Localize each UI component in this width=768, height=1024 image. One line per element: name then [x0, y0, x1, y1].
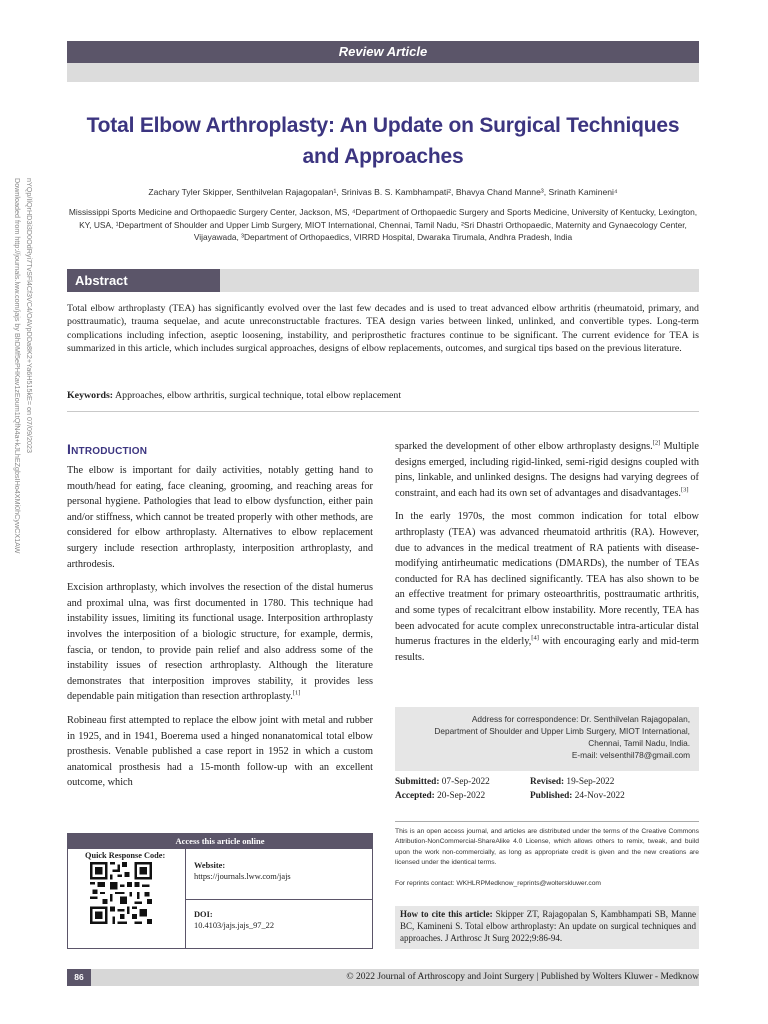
how-to-cite-label: How to cite this article:	[400, 909, 493, 919]
website-label: Website:	[194, 861, 226, 870]
correspondence-line-1: Address for correspondence: Dr. Senthilvelan Rajagopalan,	[471, 714, 690, 724]
access-box-row-divider	[185, 899, 372, 900]
submitted-label: Submitted:	[395, 777, 440, 787]
correspondence-address	[390, 713, 690, 761]
download-watermark	[8, 178, 52, 608]
banner-underbar	[67, 63, 699, 82]
intro-paragraph-4-text-b: Multiple designs emerged, including rigid-linked, semi-rigid designs coupled with pins, linkable, and unlinked designs. The designs had varying degrees of constraint, and each had its own set of advantages and disadvantages.	[395, 441, 699, 499]
page-number: 86	[67, 969, 91, 986]
correspondence-line-3: Chennai, Tamil Nadu, India.	[588, 738, 690, 748]
published-label: Published:	[530, 790, 573, 801]
revised-value: 19-Sep-2022	[566, 777, 615, 787]
article-title: Total Elbow Arthroplasty: An Update on Surgical Techniques and Approaches	[86, 114, 680, 168]
abstract-heading: Abstract	[67, 269, 220, 292]
accepted-value: 20-Sep-2022	[437, 790, 486, 801]
intro-paragraph-5-text-a: In the early 1970s, the most common indication for total elbow arthroplasty (TEA) was advanced rheumatoid arthritis (RA). However, due to advances in the medical treatment of RA patients with disease-modifying antirheumatic medications (DMARDs), the number of TEAs conducted for RA has declined significantly. TEA has also shown to be an effective treatment for primary osteoarthritis, posttraumatic arthritis, and some types of recalcitrant elbow instability. More recently, TEA has been advocated for acute complex unreconstructable intra-articular distal humerus fractures in the elderly,	[395, 511, 699, 648]
right-column	[395, 439, 699, 673]
citation-ref: [3]	[680, 486, 689, 494]
intro-paragraph-4	[395, 439, 699, 501]
intro-paragraph-1: The elbow is important for daily activities, notably getting hand to mouth/head for eating, face cleaning, grooming, and reaching areas for personal hygiene. Pathologies that lead to elbow dysfunction, either pain and/or stiffness, which cannot be treated properly with other methods, are considered for elbow arthroplasty. Alternatives to elbow replacement surgery include resection arthroplasty, interposition arthroplasty, and arthrodesis.	[67, 465, 373, 570]
correspondence-line-2: Department of Shoulder and Upper Limb Surgery, MIOT International,	[434, 726, 690, 736]
qr-code-icon[interactable]	[90, 862, 152, 924]
intro-paragraph-2	[67, 580, 373, 705]
intro-paragraph-3: Robineau first attempted to replace the elbow joint with metal and rubber in 1925, and in 1941, Boerema used a hinged nonanatomical total elbow prosthesis. Venable published a case report in 1952 in which a custom anatomical prosthesis had a 15-month follow-up with an excellent outcome, which	[67, 714, 373, 789]
abstract-divider	[67, 411, 699, 412]
revised-date	[530, 776, 614, 790]
intro-paragraph-5	[395, 509, 699, 665]
reprints-contact: For reprints contact: WKHLRPMedknow_reprints@wolterskluwer.com	[395, 880, 601, 887]
footer-copyright: © 2022 Journal of Arthroscopy and Joint Surgery | Published by Wolters Kluwer - Medknow	[346, 972, 699, 982]
introduction-heading-text: Introduction	[67, 441, 148, 457]
abstract-text: Total elbow arthroplasty (TEA) has significantly evolved over the last few decades and is used to treat advanced elbow arthritis (rheumatoid, primary, and posttraumatic), trauma sequelae, and acute unreconstructable fractures. TEA design varies between linked, unlinked, and convertible types. Long-term complications including infection, aseptic loosening, instability, and periprosthetic fractures continue to be significant. The current evidence for TEA is summarized in this article, which includes surgical approaches, designs of elbow replacements, outcomes, and surgical tips based on the previous literature.	[67, 303, 699, 354]
accepted-date	[395, 790, 485, 804]
article-type-banner	[67, 41, 699, 63]
license-notice: This is an open access journal, and articles are distributed under the terms of the Creative Commons Attribution-NonCommercial-ShareAlike 4.0 License, which allows others to remix, tweak, and build upon the work non-commercially, as long as appropriate credit is given and the new creations are licensed under the identical terms.	[395, 828, 699, 867]
citation-ref: [1]	[292, 689, 301, 697]
keywords	[67, 389, 699, 402]
how-to-cite-text: Skipper ZT, Rajagopalan S, Kambhampati SB, Manne BC, Kamineni S. Total elbow arthroplasty: An update on surgical techniques and approaches. J Arthrosc Jt Surg 2022;9:86-94.	[400, 909, 696, 943]
watermark-line-1: Downloaded from http://journals.lww.com/jajs by BhDMf5ePHKav1zEoum1tQfN4a+kJLhEZgbsIHo4XMi0hCywCX1AW	[13, 178, 22, 554]
accepted-label: Accepted:	[395, 790, 435, 801]
qr-code-label: Quick Response Code:	[85, 851, 166, 860]
website-link[interactable]: https://journals.lww.com/jajs	[194, 872, 291, 881]
published-value: 24-Nov-2022	[574, 790, 625, 801]
keywords-label: Keywords:	[67, 390, 114, 401]
intro-paragraph-4-text-a: sparked the development of other elbow arthroplasty designs.	[395, 441, 653, 452]
article-dates	[395, 776, 699, 803]
submitted-value: 07-Sep-2022	[441, 777, 490, 787]
dates-divider	[395, 821, 699, 822]
watermark-line-2: nYQp/IlQrHD3i3D0OdRyi7TvSFl4Cf3VC4/OAVpDDa8K2+Ya6H515kE= on 07/09/2023	[25, 178, 34, 453]
how-to-cite	[400, 909, 696, 944]
submitted-date	[395, 776, 490, 790]
doi-label: DOI:	[194, 910, 213, 919]
citation-ref: [2]	[652, 439, 661, 447]
published-date	[530, 790, 625, 804]
access-online-heading: Access this article online	[67, 833, 373, 849]
affiliations: Mississippi Sports Medicine and Orthopaedic Surgery Center, Jackson, MS, ⁴Department of Orthopaedic Surgery and Sports Medicine, University of Kentucky, Lexington, KY, USA, ¹Department of Shoulder and Upper Limb Surgery, MIOT International, Chennai, Tamil Nadu, ²Sri Dhastri Orthopaedic, Maternity and Gynaecology Center, Vijayawada, ³Department of Orthopaedics, VIRRD Hospital, Dwaraka Tirumala, Andhra Pradesh, India	[68, 207, 698, 242]
doi-link[interactable]: 10.4103/jajs.jajs_97_22	[194, 921, 275, 930]
article-type-label: Review Article	[338, 44, 428, 59]
correspondence-email: E-mail: velsenthil78@gmail.com	[571, 750, 690, 760]
intro-paragraph-5-text-b: with encouraging early and mid-term results.	[395, 636, 699, 663]
left-column	[67, 463, 373, 799]
revised-label: Revised:	[530, 777, 565, 787]
keywords-list: Approaches, elbow arthritis, surgical technique, total elbow replacement	[115, 390, 402, 401]
author-list: Zachary Tyler Skipper, Senthilvelan Rajagopalan¹, Srinivas B. S. Kambhampati², Bhavya Chand Manne³, Srinath Kamineni⁴	[148, 187, 618, 197]
abstract-heading-bar	[220, 269, 699, 292]
citation-ref: [4]	[531, 634, 539, 642]
intro-paragraph-2-text: Excision arthroplasty, which involves the resection of the distal humerus and proximal ulna, was first documented in 1780. This technique had instability issues, limiting its functional usage. Interposition arthroplasty involves the interposition of a biologic structure, for example, dermis, fascia, or tendon, to provide pain relief and also address some of the instability issues of resection arthroplasty. Although the literature demonstrates that interposition improves stability, it provides less dependable pain mitigation than resection arthroplasty.	[67, 582, 373, 703]
introduction-heading	[67, 441, 147, 457]
